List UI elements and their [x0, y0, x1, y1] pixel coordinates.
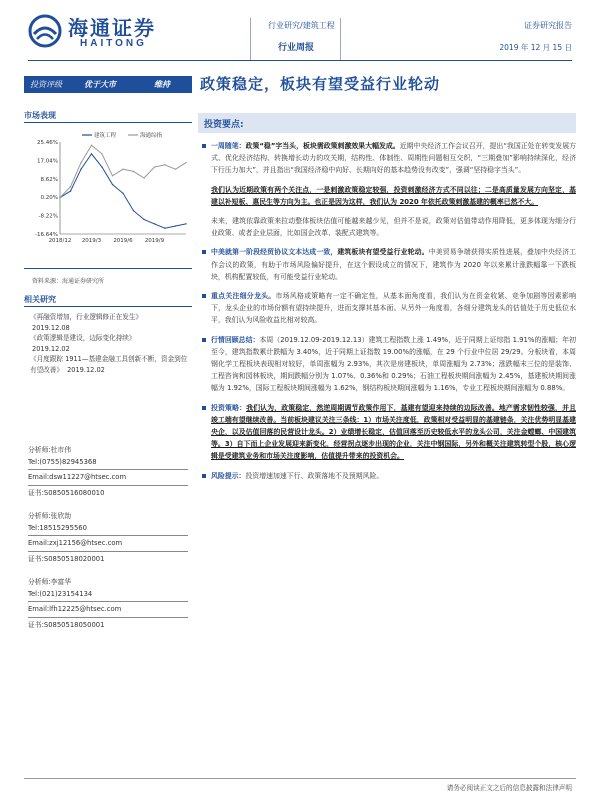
data-point [101, 153, 102, 154]
x-tick-label: 2018/12 [48, 238, 72, 244]
data-point [112, 184, 113, 185]
market-heading: 市场表现 [24, 111, 56, 120]
paragraph [202, 402, 576, 463]
page-title: 政策稳定，板块有望受益行业轮动 [200, 75, 441, 93]
data-point [175, 225, 176, 226]
paragraph [202, 184, 576, 208]
x-tick-label: 2019/6 [113, 238, 133, 244]
paragraph-text: 市场风格或策略有一定不确定性，从基本面角度看，我们认为在资金收紧、竞争加剧等因素影响下，龙头企业的市场份额有望持续提升，进而支撑其基本面。从另外一角度看，各细分建筑龙头的估值处于历史低位水平，我们认为风险收益比相对较高。 [211, 292, 577, 325]
paragraph-bold: 我们认为，政策稳定，然逆周期调节政策作用下，基建有望迎来持续的边际改善。地产需求韧性较强，并且竣工端有望继续改善。当前板块建议关注三条线：1）市场关注度低，政策相对受益明显的基建链条，关注优势明显基建央企，以及估值回落的民营设计龙头。2）业绩增长稳定，估值回落至历史较低水平的龙头公司，关注金螳螂、中国建筑等。3）自下而上企业发展迎来新变化，经营拐点逐步出现的企业，关注中钢国际，另外和概关注建筑转型个股，核心逻辑是受建筑业务和市场关注度影响，估值提升带来的投资机会。 [211, 403, 576, 461]
paragraph [202, 215, 576, 239]
x-tick-label: 2019/3 [81, 238, 102, 244]
series-line [60, 154, 186, 228]
analyst-email[interactable]: Email:zxj12156@htsec.com [28, 539, 123, 547]
report-series: 证券研究报告 [524, 21, 572, 30]
rating-action: 维持 [154, 80, 170, 89]
related-item-title: 《政策逻辑是建设，边际变化持续》 [30, 334, 136, 342]
paragraph-lead: 中美就第一阶段经贸协议文本达成一致， [211, 248, 338, 257]
data-point [70, 190, 71, 191]
data-point [80, 162, 81, 163]
y-tick-label: 17.04% [37, 158, 58, 165]
data-point [122, 193, 123, 194]
rating-value: 优于大市 [84, 80, 116, 89]
paragraph-text: 未来，建筑依靠政策来拉动整体板块估值可能越来越少见，但并不是说，政策对估值带动作用降低，更多体现为细分行业政策、或者企业层面，比如国企改革、装配式建筑等。 [211, 217, 576, 238]
analyst-cert: 证书:S0850518050001 [28, 620, 105, 629]
analyst-block [28, 445, 193, 499]
x-tick-label: 2019/9 [144, 238, 165, 244]
analyst-name: 分析师:李富华 [28, 578, 72, 586]
paragraph-lead: 风险提示： [211, 471, 246, 480]
y-tick-label: 8.62% [40, 176, 58, 183]
data-point [122, 169, 123, 170]
y-tick-label: 25.46% [37, 140, 58, 146]
data-point [185, 162, 186, 163]
header-rule [28, 60, 572, 61]
report-category: 行业研究/建筑工程 [268, 21, 335, 30]
paragraph [202, 470, 576, 482]
paragraph-text: 近期中央经济工作会议召开，提出“我国正处在转变发展方式、优化经济结构、转换增长动力的攻关期，结构性、体制性、周期性问题相互交织，“三期叠加”影响持续深化，经济下行压力加大”，并且指出“我国经济稳中向好、长期向好的基本趋势没有改变”，强调“坚持稳字当头”。 [211, 142, 576, 175]
paragraph [202, 290, 576, 327]
logo-text-cn: 海通证券 [68, 16, 156, 40]
haitong-logo-icon [28, 14, 62, 48]
data-point [112, 175, 113, 176]
related-item-title: 《再融资增加，行业逻辑修正在发生》 [30, 313, 143, 321]
related-item-date: 2019.12.08 [32, 323, 70, 332]
paragraph-text: 本周（2019.12.09-2019.12.13）建筑工程指数上涨 1.49%，近于同期上证综指 1.91%的涨幅；年初至今，建筑指数累计跌幅为 3.40%，近于同期上证指数 19.00%的涨幅，在 29 个行业中位居 29/29。分板块看，本周钢化学工程板块表现相对较好，单周涨幅为 2.93%，其次是房建板块，单周涨幅为 2.73%；涨跌幅末三位的是装饰、工程咨询和园林板块，期间跌幅分别为 1.07%、0.36%和 0.29%；石油工程板块期间涨幅为 2.45%，基建板块期间涨幅为 1.92%，国际工程板块期间涨幅为 1.62%，钢结构板块期间涨幅为 1.16%，专业工程板块期间涨幅为 0.88%。 [211, 335, 576, 393]
analyst-email[interactable]: Email:lfh12225@htsec.com [28, 605, 122, 613]
paragraph-bold: 政策“稳”字当头，板块需政策刺激效果大幅发成。 [245, 142, 400, 150]
key-points-body [202, 140, 576, 489]
rating-label: 投资评级 [30, 80, 62, 89]
chart-source: 资料来源：海通证券研究所 [32, 278, 105, 285]
rating-bar [24, 76, 192, 93]
divider [28, 535, 188, 536]
related-item[interactable] [30, 333, 190, 354]
report-date: 2019 年 12 月 15 日 [499, 43, 572, 52]
key-points-bar [198, 113, 576, 133]
data-point [154, 166, 155, 167]
divider [28, 485, 188, 486]
related-item[interactable] [30, 354, 190, 375]
logo-text-en: HAITONG [80, 38, 147, 49]
haitong-logo [28, 12, 198, 52]
paragraph-text: 中美贸易争端获得实质性进展，叠加中央经济工作会议的政策，有助于市场风险偏好提升，在这个假设成立的情况下，建筑作为 2020 年以来累计涨跌幅靠一下跌板块，机构配置较低，有可能受益行业轮动。 [211, 248, 577, 281]
analyst-cert: 证书:S0850516080010 [28, 488, 105, 497]
data-point [143, 177, 144, 178]
y-tick-label: -8.22% [38, 213, 58, 220]
header-divider [340, 18, 341, 60]
data-point [91, 153, 92, 154]
paragraph-bold: 建筑板块有望受益行业轮动。 [337, 248, 429, 257]
analyst-list [28, 445, 193, 631]
paragraph-lead: 行情回顾总结： [211, 335, 260, 344]
paragraph-lead: 重点关注细分龙头。 [211, 292, 276, 301]
paragraph-text: 投资增速加速下行、政策落地不及预期风险。 [245, 471, 384, 480]
analyst-email[interactable]: Email:dsw11227@htsec.com [28, 473, 127, 481]
analyst-tel: Tel:18515295560 [28, 523, 87, 532]
paragraph-lead: 一周随笔： [211, 142, 246, 150]
data-point [70, 186, 71, 187]
data-point [185, 223, 186, 224]
paragraph-bold: 我们认为近期政策有两个关注点，一是刺激政策稳定较强，投资刺激经济方式不同以往；二是高质量发展方向坚定，基建以补短板、惠民生等方向为主。也正是因为这样，我们认为 2020 年依托政策刺激基建的概率已然不大。 [211, 185, 576, 206]
analyst-cert: 证书:S0850518020001 [28, 554, 105, 563]
divider [28, 601, 188, 602]
data-point [175, 169, 176, 170]
footer-rule [24, 778, 576, 779]
paragraph [202, 246, 576, 283]
analyst-tel: Tel:(0755)82945368 [28, 457, 97, 466]
data-point [59, 197, 60, 198]
divider [28, 551, 188, 552]
data-point [164, 228, 165, 229]
analyst-name: 分析师:张欣劼 [28, 512, 72, 520]
divider [28, 469, 188, 470]
related-item-date: 2019.12.02 [67, 365, 105, 374]
legend-label: 建筑工程 [94, 133, 117, 139]
section-rule [24, 268, 192, 269]
market-chart [24, 130, 192, 252]
data-point [143, 219, 144, 220]
data-point [91, 144, 92, 145]
related-heading: 相关研究 [24, 295, 56, 304]
section-rule [24, 122, 192, 123]
section-rule [24, 306, 192, 307]
related-item-date: 2019.12.02 [32, 344, 70, 353]
legend-label: 海通综指 [140, 133, 163, 139]
related-list [30, 312, 190, 375]
data-point [133, 210, 134, 211]
divider [28, 617, 188, 618]
analyst-block [28, 577, 193, 631]
data-point [154, 223, 155, 224]
data-point [133, 171, 134, 172]
data-point [101, 166, 102, 167]
series-line [60, 145, 186, 197]
footer-disclaimer: 请务必阅读正文之后的信息披露和法律声明 [446, 784, 572, 792]
y-tick-label: -16.64% [35, 232, 58, 238]
analyst-name: 分析师:杜市伟 [28, 446, 72, 454]
analyst-tel: Tel:(021)23154134 [28, 589, 93, 598]
report-type: 行业周报 [278, 43, 315, 53]
related-item[interactable] [30, 312, 190, 333]
paragraph [202, 140, 576, 177]
market-chart-svg [24, 130, 192, 252]
y-tick-label: 0.20% [40, 195, 58, 202]
analyst-block [28, 511, 193, 565]
data-point [164, 164, 165, 165]
key-points-heading: 投资要点: [204, 120, 244, 130]
header-divider [250, 18, 251, 60]
paragraph-lead: 投资策略： [211, 403, 247, 412]
data-point [80, 169, 81, 170]
paragraph [202, 334, 576, 395]
related-item-title: 《月度跟踪 1911—基建金融工具创新不断，资金到位有望改善》 [30, 355, 188, 374]
